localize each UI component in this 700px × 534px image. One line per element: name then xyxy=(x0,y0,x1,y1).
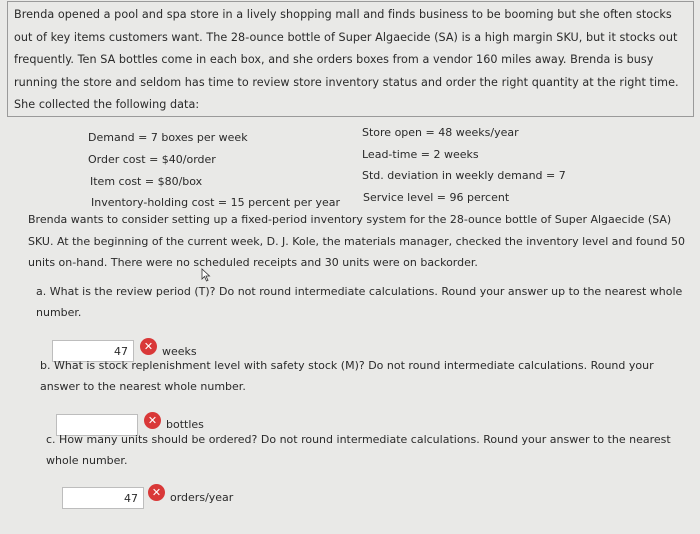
x-circle-icon: ✕ xyxy=(144,412,161,429)
question-b-unit: bottles xyxy=(166,418,204,431)
given-holding-cost: Inventory-holding cost = 15 percent per year xyxy=(91,196,341,209)
question-c-unit: orders/year xyxy=(170,491,234,504)
given-lead-time: Lead-time = 2 weeks xyxy=(362,148,479,161)
question-c-text: c. How many units should be ordered? Do not round intermediate calculations. Round your answer to the nearest whole number. xyxy=(46,433,671,467)
given-demand: Demand = 7 boxes per week xyxy=(88,131,248,144)
given-service-level: Service level = 96 percent xyxy=(363,191,510,204)
question-a-text: a. What is the review period (T)? Do not round intermediate calculations. Round your answer up to the nearest whole number. xyxy=(36,285,683,319)
mouse-cursor-icon xyxy=(201,268,211,282)
given-item-cost: Item cost = $80/box xyxy=(90,175,203,188)
question-a-unit: weeks xyxy=(162,345,197,358)
question-a-answer-input[interactable]: 47 xyxy=(52,340,134,362)
given-std-deviation: Std. deviation in weekly demand = 7 xyxy=(362,169,566,182)
x-circle-icon: ✕ xyxy=(148,484,165,501)
given-order-cost: Order cost = $40/order xyxy=(88,153,216,166)
question-c-answer-input[interactable]: 47 xyxy=(62,487,144,509)
x-circle-icon: ✕ xyxy=(140,338,157,355)
question-b-text: b. What is stock replenishment level with safety stock (M)? Do not round intermediate calculations. Round your answer to the nearest whole number. xyxy=(40,359,654,393)
problem-intro: Brenda opened a pool and spa store in a lively shopping mall and finds business to be booming but she often stocks out of key items customers want. The 28-ounce bottle of Super Algaecide (SA) is a high margin SKU, but it stocks out frequently. Ten SA bottles come in each box, and she orders boxes from a vendor 160 miles away. Brenda is busy running the store and seldom has time to review store inventory status and order the right quantity at the right time. She collected the following data: xyxy=(7,1,694,117)
scenario-text: Brenda wants to consider setting up a fixed-period inventory system for the 28-ounce bottle of Super Algaecide (SA) SKU. At the beginning of the current week, D. J. Kole, the materials manager, checked the inventory level and found 50 units on-hand. There were no scheduled receipts and 30 units were on backorder. xyxy=(28,213,685,269)
given-store-open: Store open = 48 weeks/year xyxy=(362,126,519,139)
